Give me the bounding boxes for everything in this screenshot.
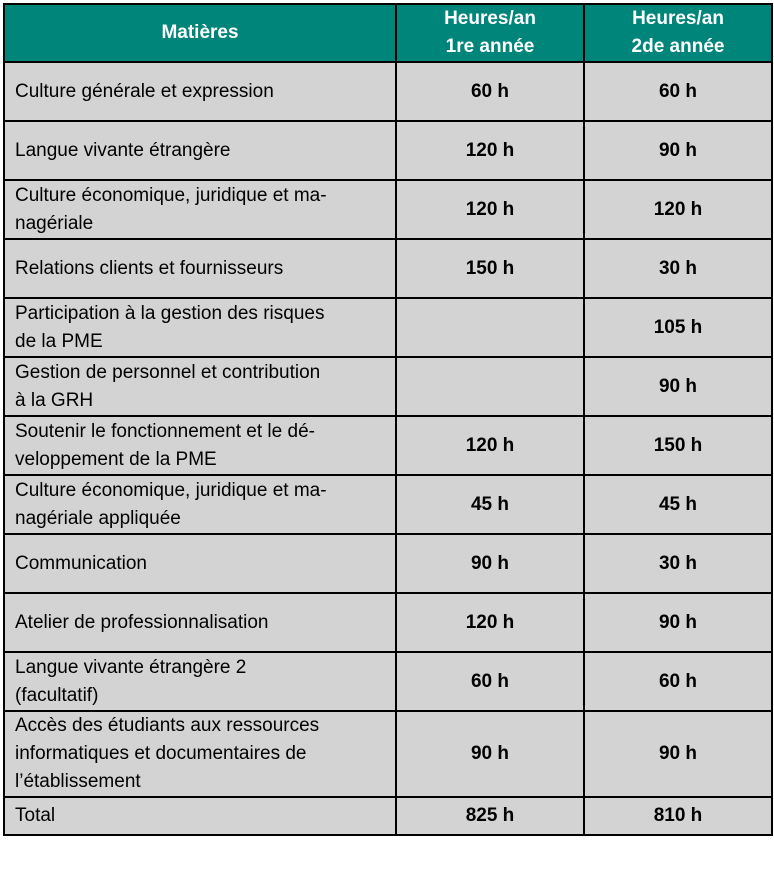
year2-hours-cell: 30 h (584, 534, 772, 593)
subject-cell: Culture économique, juridique et ma- nagériale appliquée (4, 475, 396, 534)
year2-hours-cell: 90 h (584, 711, 772, 797)
subject-cell: Langue vivante étrangère 2 (facultatif) (4, 652, 396, 711)
subject-cell: Participation à la gestion des risques de la PME (4, 298, 396, 357)
year1-hours-cell: 120 h (396, 593, 584, 652)
table-row (4, 121, 772, 180)
year1-hours-cell (396, 357, 584, 416)
total-label: Total (4, 797, 396, 835)
year1-hours-cell: 120 h (396, 180, 584, 239)
table-row (4, 357, 772, 416)
year2-hours-cell: 90 h (584, 357, 772, 416)
subject-cell: Atelier de professionnalisation (4, 593, 396, 652)
subject-cell: Langue vivante étrangère (4, 121, 396, 180)
table-row (4, 239, 772, 298)
table-row (4, 298, 772, 357)
year2-hours-cell: 60 h (584, 652, 772, 711)
header-year1-hours: Heures/an 1re année (396, 4, 584, 62)
subject-cell: Communication (4, 534, 396, 593)
year1-hours-cell: 120 h (396, 121, 584, 180)
subject-cell: Accès des étudiants aux ressources informatiques et documentaires de l’établissement (4, 711, 396, 797)
year2-hours-cell: 105 h (584, 298, 772, 357)
year1-hours-cell: 120 h (396, 416, 584, 475)
year2-hours-cell: 60 h (584, 62, 772, 121)
year2-hours-cell: 45 h (584, 475, 772, 534)
table-row (4, 475, 772, 534)
year2-hours-cell: 120 h (584, 180, 772, 239)
table-row (4, 711, 772, 797)
year1-hours-cell: 60 h (396, 652, 584, 711)
subject-cell: Soutenir le fonctionnement et le dé- veloppement de la PME (4, 416, 396, 475)
year2-hours-cell: 90 h (584, 593, 772, 652)
table-row (4, 416, 772, 475)
table-row (4, 180, 772, 239)
year1-hours-cell: 45 h (396, 475, 584, 534)
year1-hours-cell: 90 h (396, 711, 584, 797)
header-year2-hours: Heures/an 2de année (584, 4, 772, 62)
table-row (4, 534, 772, 593)
hours-table (3, 3, 773, 836)
year1-hours-cell: 60 h (396, 62, 584, 121)
subject-cell: Gestion de personnel et contribution à la GRH (4, 357, 396, 416)
table-row (4, 593, 772, 652)
total-row (4, 797, 772, 835)
subject-cell: Relations clients et fournisseurs (4, 239, 396, 298)
table-row (4, 62, 772, 121)
year2-hours-cell: 150 h (584, 416, 772, 475)
header-subjects: Matières (4, 4, 396, 62)
year1-hours-cell: 150 h (396, 239, 584, 298)
year1-hours-cell (396, 298, 584, 357)
total-year2-hours: 810 h (584, 797, 772, 835)
year1-hours-cell: 90 h (396, 534, 584, 593)
header-row (4, 4, 772, 62)
total-year1-hours: 825 h (396, 797, 584, 835)
year2-hours-cell: 30 h (584, 239, 772, 298)
year2-hours-cell: 90 h (584, 121, 772, 180)
subject-cell: Culture économique, juridique et ma- nagériale (4, 180, 396, 239)
subject-cell: Culture générale et expression (4, 62, 396, 121)
table-row (4, 652, 772, 711)
